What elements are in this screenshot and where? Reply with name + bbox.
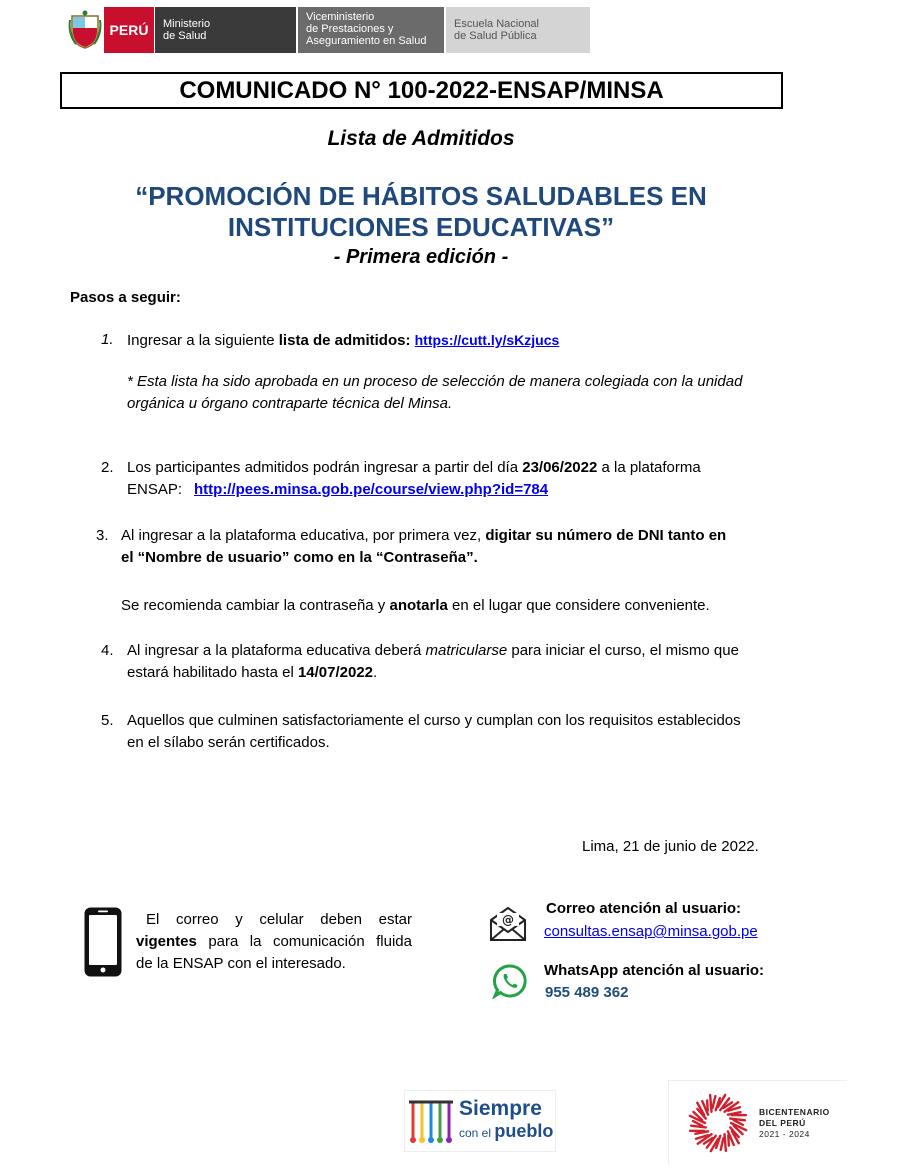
bicentenario-line-2: DEL PERÚ — [759, 1117, 806, 1128]
step-5: Aquellos que culminen satisfactoriamente el curso y cumplan con los requisitos establecidos en el sílabo serán certificados. — [127, 712, 741, 751]
bicentenario-emblem-icon — [685, 1090, 751, 1156]
communique-title: COMUNICADO N° 100-2022-ENSAP/MINSA — [60, 72, 783, 109]
email-label: Correo atención al usuario: — [546, 900, 742, 917]
bicentenario-line-1: BICENTENARIO — [759, 1106, 830, 1117]
step-5-number: 5. — [101, 712, 114, 729]
step-2: Los participantes admitidos podrán ingresar a partir del día 23/06/2022 a la plataforma — [127, 459, 701, 476]
step-1: Ingresar a la siguiente lista de admitidos: https://cutt.ly/sKzjucs — [127, 332, 560, 349]
peru-crest-icon — [66, 7, 104, 53]
siempre-con-el-pueblo-logo — [404, 1090, 556, 1152]
bicentenario-logo — [668, 1080, 847, 1165]
step-3-recommendation: Se recomienda cambiar la contraseña y anotarla en el lugar que considere conveniente. — [121, 597, 710, 614]
step-3-number: 3. — [96, 527, 109, 544]
admitted-list-link[interactable]: https://cutt.ly/sKzjucs — [414, 332, 560, 348]
place-date: Lima, 21 de junio de 2022. — [582, 838, 759, 855]
step-4-number: 4. — [101, 642, 114, 659]
peru-label: PERÚ — [104, 7, 154, 53]
slogan-figures-icon — [405, 1094, 459, 1148]
slogan-line-2: con el pueblo — [459, 1121, 554, 1141]
step-2-line-2: ENSAP: — [127, 481, 183, 498]
step-4: Al ingresar a la plataforma educativa deberá matricularse para iniciar el curso, el mismo que estará habilitado hasta el 14/07/2022. — [127, 642, 739, 681]
platform-link[interactable]: http://pees.minsa.gob.pe/course/view.php?id=784 — [194, 481, 549, 498]
contact-note: El correo y celular deben estar vigentes para la comunicación fluida de la ENSAP con el interesado. — [136, 911, 412, 972]
steps-heading: Pasos a seguir: — [70, 289, 181, 306]
step-2-number: 2. — [101, 459, 114, 476]
svg-text:@: @ — [502, 913, 514, 927]
subtitle: Lista de Admitidos — [327, 127, 515, 150]
school-label: Escuela Nacional de Salud Pública — [444, 7, 590, 53]
step-1-number: 1. — [101, 331, 114, 348]
whatsapp-number: 955 489 362 — [545, 984, 629, 1001]
edition-label: - Primera edición - — [333, 246, 509, 268]
bicentenario-line-3: 2021 - 2024 — [759, 1128, 810, 1139]
whatsapp-icon — [492, 963, 528, 1004]
slogan-line-1: Siempre — [459, 1097, 542, 1120]
email-link[interactable]: consultas.ensap@minsa.gob.pe — [544, 923, 758, 940]
ministry-label: Ministerio de Salud — [154, 7, 296, 53]
mobile-phone-icon — [83, 906, 123, 983]
step-1-note: * Esta lista ha sido aprobada en un proceso de selección de manera colegiada con la unidad orgánica u órgano contraparte técnica del Minsa. — [127, 373, 743, 412]
step-3: Al ingresar a la plataforma educativa, por primera vez, digitar su número de DNI tanto en el “Nombre de usuario” como en la “Contraseña”. — [121, 527, 727, 566]
whatsapp-label: WhatsApp atención al usuario: — [544, 962, 765, 979]
institutional-header — [66, 7, 590, 53]
vice-ministry-label: Viceministerio de Prestaciones y Aseguramiento en Salud — [296, 7, 444, 53]
email-icon — [488, 905, 528, 948]
program-title: “PROMOCIÓN DE HÁBITOS SALUDABLES EN INSTITUCIONES EDUCATIVAS” — [135, 181, 707, 242]
